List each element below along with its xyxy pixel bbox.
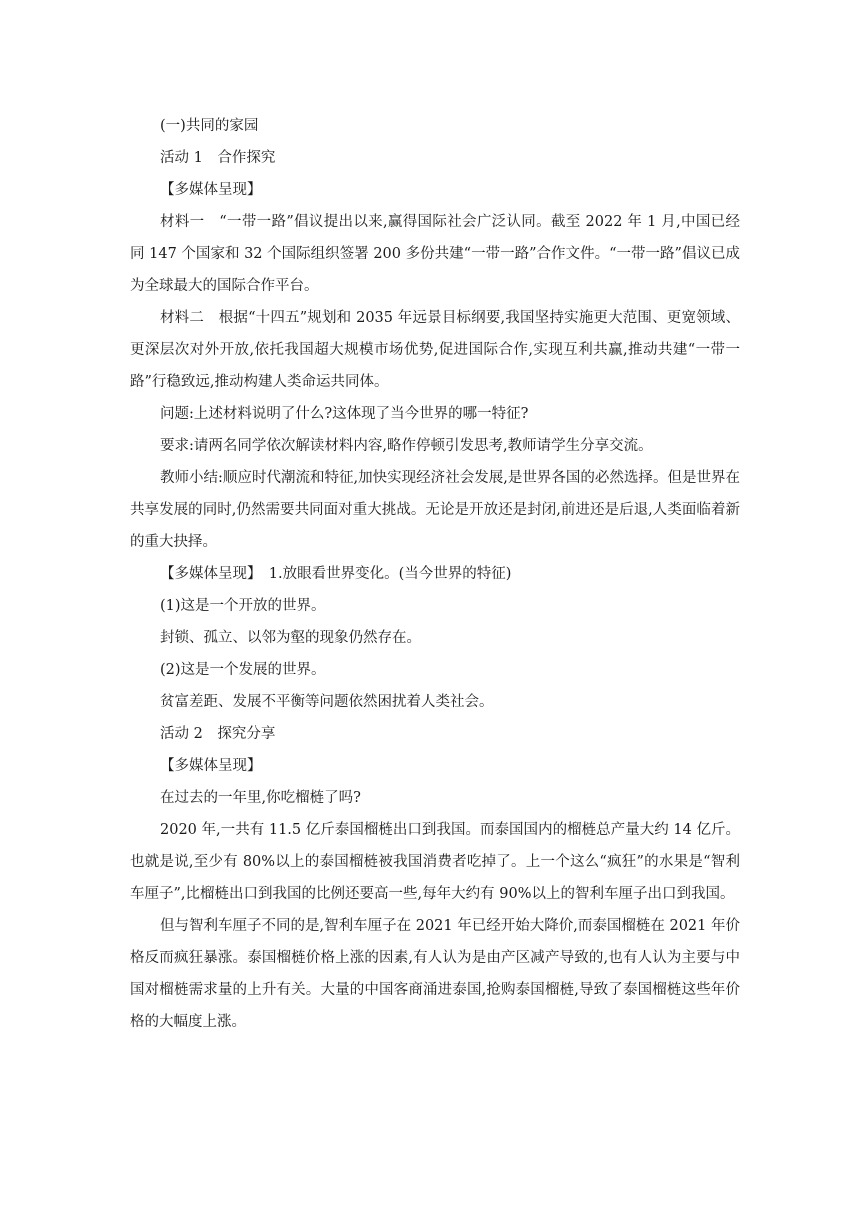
activity-heading: 活动 2 探究分享 (160, 726, 276, 742)
document-body (130, 110, 740, 1038)
teacher-summary-paragraph: 教师小结:顺应时代潮流和特征,加快实现经济社会发展,是世界各国的必然选择。但是世界在共享发展的同时,仍然需要共同面对重大挑战。无论是开放还是封闭,前进还是后退,人类面临着新的重大抉择。 (130, 470, 740, 550)
multimedia-label: 【多媒体呈现】 (160, 758, 262, 774)
durian-export-paragraph: 2020 年,一共有 11.5 亿斤泰国榴梿出口到我国。而泰国国内的榴梿总产量大约 14 亿斤。也就是说,至少有 80%以上的泰国榴梿被我国消费者吃掉了。上一个这么“疯狂”的水果是“智利车厘子”,比榴梿出口到我国的比例还要高一些,每年大约有 90%以上的智利车厘子出口到我国。 (130, 822, 740, 902)
multimedia-label: 【多媒体呈现】 (160, 182, 262, 198)
activity-heading: 活动 1 合作探究 (160, 150, 276, 166)
section-heading: (一)共同的家园 (160, 118, 259, 134)
point-open-world-note: 封锁、孤立、以邻为壑的现象仍然存在。 (160, 630, 421, 646)
material-two-paragraph: 材料二 根据“十四五”规划和 2035 年远景目标纲要,我国坚持实施更大范围、更宽领域、更深层次对外开放,依托我国超大规模市场优势,促进国际合作,实现互利共赢,推动共建“一带一路”行稳致远,推动构建人类命运共同体。 (130, 310, 740, 390)
material-one-paragraph: 材料一 “一带一路”倡议提出以来,赢得国际社会广泛认同。截至 2022 年 1 月,中国已经同 147 个国家和 32 个国际组织签署 200 多份共建“一带一路”合作文件。“一带一路”倡议已成为全球最大的国际合作平台。 (130, 214, 740, 294)
point-open-world: (1)这是一个开放的世界。 (160, 598, 326, 614)
durian-question: 在过去的一年里,你吃榴梿了吗? (160, 790, 361, 806)
durian-price-paragraph: 但与智利车厘子不同的是,智利车厘子在 2021 年已经开始大降价,而泰国榴梿在 2021 年价格反而疯狂暴涨。泰国榴梿价格上涨的因素,有人认为是由产区减产导致的,也有人认为主要与中国对榴梿需求量的上升有关。大量的中国客商涌进泰国,抢购泰国榴梿,导致了泰国榴梿这些年价格的大幅度上涨。 (130, 918, 740, 1030)
multimedia-point-heading: 【多媒体呈现】 1.放眼看世界变化。(当今世界的特征) (160, 566, 512, 582)
question-paragraph: 问题:上述材料说明了什么?这体现了当今世界的哪一特征? (160, 406, 529, 422)
requirement-paragraph: 要求:请两名同学依次解读材料内容,略作停顿引发思考,教师请学生分享交流。 (160, 438, 653, 454)
point-developing-world-note: 贫富差距、发展不平衡等问题依然困扰着人类社会。 (160, 694, 494, 710)
point-developing-world: (2)这是一个发展的世界。 (160, 662, 326, 678)
